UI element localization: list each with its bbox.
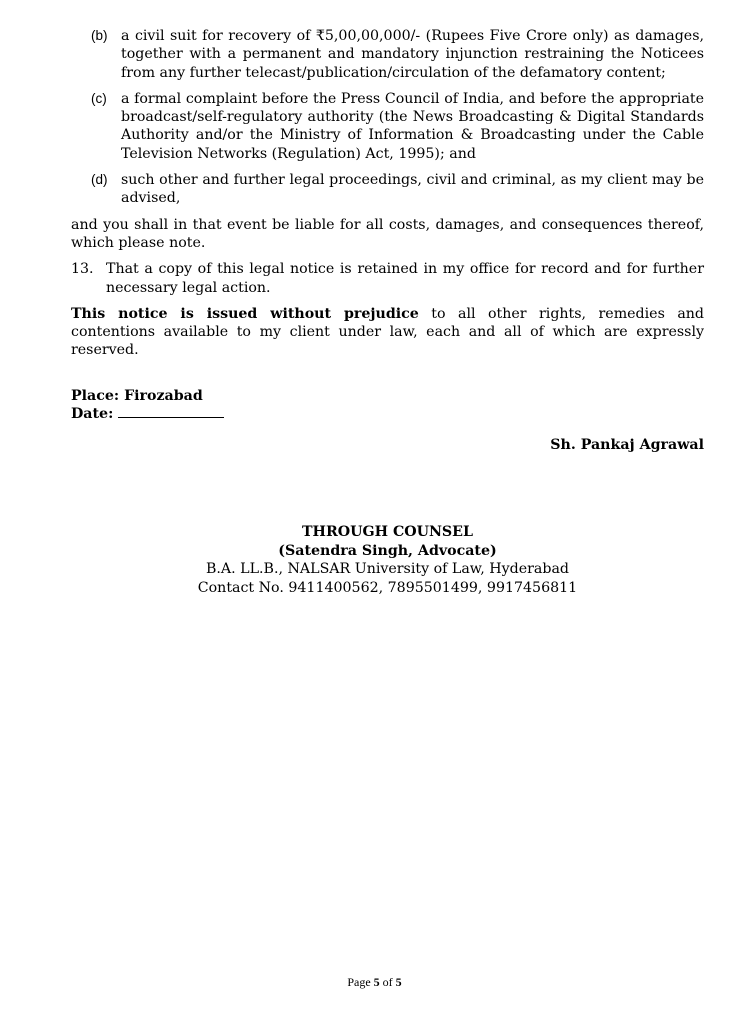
list-item [71, 90, 704, 163]
counsel-block [71, 523, 704, 597]
item-marker: (c) [91, 90, 107, 106]
notice-body [71, 27, 704, 597]
item-text: a civil suit for recovery of ₹5,00,00,000/- (Rupees Five Crore only) as damages, together with a permanent and mandatory injunction restraining the Noticees from any further telecast/publication/circulation of the defamatory content; [121, 28, 704, 81]
item-marker: (b) [91, 28, 108, 43]
point-text: That a copy of this legal notice is retained in my office for record and for further necessary legal action. [106, 261, 704, 296]
reservation-paragraph [71, 305, 704, 360]
point-number: 13. [71, 261, 94, 278]
date-blank [118, 405, 224, 418]
reservation-bold: This notice is issued without prejudice [71, 305, 419, 322]
place-line: Place: Firozabad [71, 387, 203, 404]
item-text: such other and further legal proceedings, civil and criminal, as my client may be advised, [121, 172, 704, 207]
point-13 [71, 260, 704, 297]
place-date-block [71, 387, 704, 423]
footer-page-word: Page [347, 975, 371, 989]
counsel-qualification: B.A. LL.B., NALSAR University of Law, Hyderabad [205, 561, 569, 578]
date-line [71, 405, 704, 423]
date-label: Date: [71, 405, 114, 422]
list-item [71, 171, 704, 208]
page-footer [0, 975, 749, 990]
counsel-heading: THROUGH COUNSEL [302, 524, 473, 541]
footer-total-pages: 5 [395, 975, 402, 989]
list-item [71, 27, 704, 82]
counsel-name: (Satendra Singh, Advocate) [278, 542, 497, 559]
item-marker: (d) [91, 172, 108, 188]
counsel-contact: Contact No. 9411400562, 7895501499, 9917456811 [197, 579, 578, 596]
item-text: a formal complaint before the Press Council of India, and before the appropriate broadcast/self-regulatory authority (the News Broadcasting & Digital Standards Authority and/or the Ministry of Information & Broadcasting under the Cable Television Networks (Regulation) Act, 1995); and [121, 90, 704, 162]
closing-line: and you shall in that event be liable for all costs, damages, and consequences thereof, which please note. [71, 216, 704, 251]
footer-of-word: of [382, 975, 393, 989]
signatory-name: Sh. Pankaj Agrawal [550, 436, 704, 453]
reservation-rest: to all other rights, remedies and contentions available to my client under law, each and all of which are expressly reserved. [71, 305, 704, 359]
footer-current-page: 5 [373, 975, 380, 989]
